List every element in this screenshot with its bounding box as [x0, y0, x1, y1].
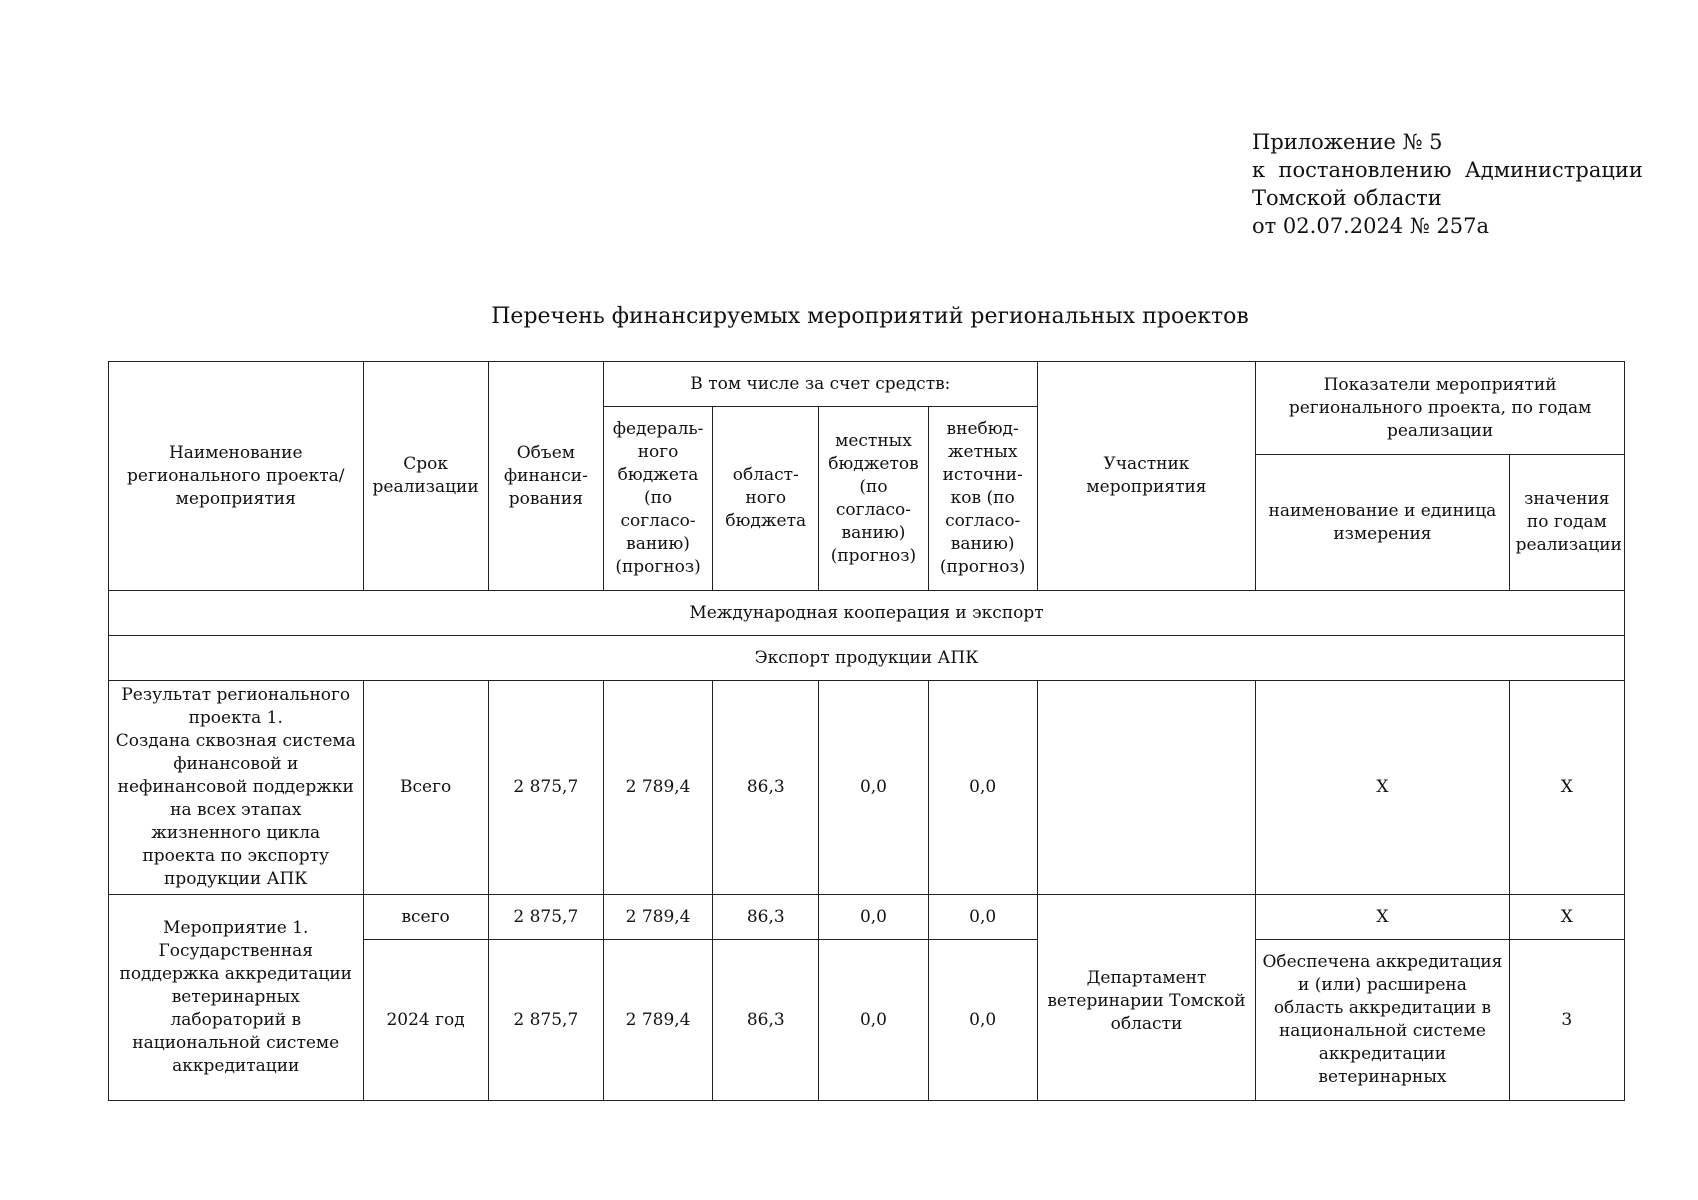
section-row-2	[109, 636, 1625, 681]
header-indicator-values: значения по годам реализации	[1509, 455, 1624, 591]
annex-line-1: Приложение № 5	[1252, 130, 1443, 154]
header-indicator-name: наименование и единица измерения	[1256, 455, 1509, 591]
section-title-1: Международная кооперация и экспорт	[109, 591, 1625, 636]
result-extrabudget: 0,0	[928, 681, 1037, 895]
measure-2024-extrabudget: 0,0	[928, 940, 1037, 1101]
measure-total-indicator-value: X	[1509, 895, 1624, 940]
result-name: Результат регионального проекта 1. Создана сквозная система финансовой и нефинансовой поддержки на всех этапах жизненного цикла проекта по экспорту продукции АПК	[109, 681, 364, 895]
measure-name: Мероприятие 1. Государственная поддержка аккредитации ветеринарных лабораторий в национальной системе аккредитации	[109, 895, 364, 1101]
header-local: местных бюджетов (по согласо- ванию) (прогноз)	[819, 407, 928, 591]
result-federal: 2 789,4	[603, 681, 712, 895]
result-local: 0,0	[819, 681, 928, 895]
result-volume: 2 875,7	[488, 681, 603, 895]
annex-line-3: Томской области	[1252, 186, 1442, 210]
header-extrabudget: внебюд- жетных источни- ков (по согласо- ванию) (прогноз)	[928, 407, 1037, 591]
document-title: Перечень финансируемых мероприятий региональных проектов	[491, 304, 1249, 329]
annex-line-2: к постановлению Администрации	[1252, 158, 1643, 182]
measure-total-period: всего	[363, 895, 488, 940]
header-volume: Объем финанси- рования	[488, 362, 603, 591]
header-regional: област- ного бюджета	[713, 407, 819, 591]
header-participant: Участник мероприятия	[1037, 362, 1255, 591]
measure-total-volume: 2 875,7	[488, 895, 603, 940]
header-name: Наименование регионального проекта/мероприятия	[109, 362, 364, 591]
header-including: В том числе за счет средств:	[603, 362, 1037, 407]
measure-total-local: 0,0	[819, 895, 928, 940]
projects-table	[108, 361, 1625, 1101]
result-row	[109, 681, 1625, 895]
measure-2024-regional: 86,3	[713, 940, 819, 1101]
result-indicator-value: X	[1509, 681, 1624, 895]
measure-2024-local: 0,0	[819, 940, 928, 1101]
measure-participant: Департамент ветеринарии Томской области	[1037, 895, 1255, 1101]
section-title-2: Экспорт продукции АПК	[109, 636, 1625, 681]
measure-total-indicator-name: X	[1256, 895, 1509, 940]
result-indicator-name: X	[1256, 681, 1509, 895]
measure-2024-indicator-name: Обеспечена аккредитация и (или) расширена область аккредитации в национальной системе аккредитации ветеринарных	[1256, 940, 1509, 1101]
measure-total-regional: 86,3	[713, 895, 819, 940]
header-federal: федераль- ного бюджета (по согласо- ванию) (прогноз)	[603, 407, 712, 591]
header-row-1	[109, 362, 1625, 407]
header-period: Срок реализации	[363, 362, 488, 591]
annex-block	[1252, 128, 1643, 240]
result-regional: 86,3	[713, 681, 819, 895]
header-indicators: Показатели мероприятий регионального проекта, по годам реализации	[1256, 362, 1625, 455]
measure-row-total	[109, 895, 1625, 940]
measure-2024-federal: 2 789,4	[603, 940, 712, 1101]
measure-total-federal: 2 789,4	[603, 895, 712, 940]
measure-2024-indicator-value: 3	[1509, 940, 1624, 1101]
measure-total-extrabudget: 0,0	[928, 895, 1037, 940]
measure-2024-volume: 2 875,7	[488, 940, 603, 1101]
annex-line-4: от 02.07.2024 № 257а	[1252, 214, 1489, 238]
result-period: Всего	[363, 681, 488, 895]
measure-2024-period: 2024 год	[363, 940, 488, 1101]
result-participant	[1037, 681, 1255, 895]
section-row-1	[109, 591, 1625, 636]
